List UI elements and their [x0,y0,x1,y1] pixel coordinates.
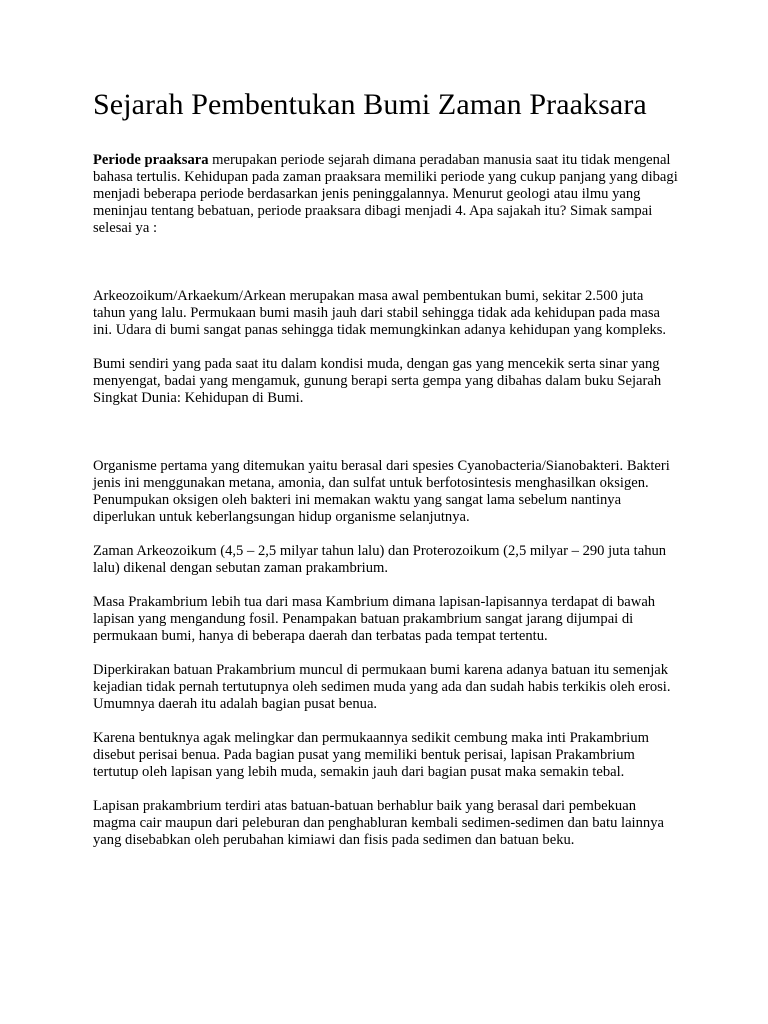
paragraph-lapisan-prakambrium: Lapisan prakambrium terdiri atas batuan-batuan berhablur baik yang berasal dari pembekuan magma cair maupun dari peleburan dan penghabluran kembali sedimen-sedimen dan batu lainnya yang disebabkan oleh perubahan kimiawi dan fisis pada sedimen dan batuan beku. [93,798,664,848]
intro-paragraph [93,152,678,237]
paragraph-masa-prakambrium: Masa Prakambrium lebih tua dari masa Kambrium dimana lapisan-lapisannya terdapat di bawah lapisan yang mengandung fosil. Penampakan batuan prakambrium sangat jarang dijumpai di permukaan bumi, hanya di beberapa daerah dan terbatas pada tempat tertentu. [93,594,656,644]
paragraph-batuan-prakambrium: Diperkirakan batuan Prakambrium muncul di permukaan bumi karena adanya batuan itu semenjak kejadian tidak pernah tertutupnya oleh sedimen muda yang ada dan sudah habis terkikis oleh erosi. Umumnya daerah itu adalah bagian pusat benua. [93,662,671,712]
paragraph-bumi-muda: Bumi sendiri yang pada saat itu dalam kondisi muda, dengan gas yang mencekik serta sinar yang menyengat, badai yang mengamuk, gunung berapi serta gempa yang dibahas dalam buku Sejarah Singkat Dunia: Kehidupan di Bumi. [93,356,662,406]
paragraph-perisai-benua: Karena bentuknya agak melingkar dan permukaannya sedikit cembung maka inti Prakambrium disebut perisai benua. Pada bagian pusat yang memiliki bentuk perisai, lapisan Prakambrium tertutup oleh lapisan yang lebih muda, semakin jauh dari bagian pusat maka semakin tebal. [93,730,650,780]
paragraph-arkeozoikum: Arkeozoikum/Arkaekum/Arkean merupakan masa awal pembentukan bumi, sekitar 2.500 juta tahun yang lalu. Permukaan bumi masih jauh dari stabil sehingga tidak ada kehidupan pada masa ini. Udara di bumi sangat panas sehingga tidak memungkinkan adanya kehidupan yang kompleks. [93,288,667,338]
intro-bold-term: Periode praaksara [93,152,209,168]
document-title: Sejarah Pembentukan Bumi Zaman Praaksara [93,88,647,121]
paragraph-zaman-prakambrium: Zaman Arkeozoikum (4,5 – 2,5 milyar tahun lalu) dan Proterozoikum (2,5 milyar – 290 juta tahun lalu) dikenal dengan sebutan zaman prakambrium. [93,543,667,576]
document-page [93,88,678,866]
intro-text: merupakan periode sejarah dimana peradaban manusia saat itu tidak mengenal bahasa tertulis. Kehidupan pada zaman praaksara memiliki periode yang cukup panjang yang dibagi menjadi beberapa periode berdasarkan jenis peninggalannya. Menurut geologi atau ilmu yang meninjau tentang bebatuan, periode praaksara dibagi menjadi 4. Apa sajakah itu? Simak sampai selesai ya : [93,152,678,236]
paragraph-organisme-pertama: Organisme pertama yang ditemukan yaitu berasal dari spesies Cyanobacteria/Sianobakteri. Bakteri jenis ini menggunakan metana, amonia, dan sulfat untuk berfotosintesis menghasilkan oksigen. Penumpukan oksigen oleh bakteri ini memakan waktu yang sangat lama sebelum nantinya diperlukan untuk keberlangsungan hidup organisme selanjutnya. [93,458,670,525]
